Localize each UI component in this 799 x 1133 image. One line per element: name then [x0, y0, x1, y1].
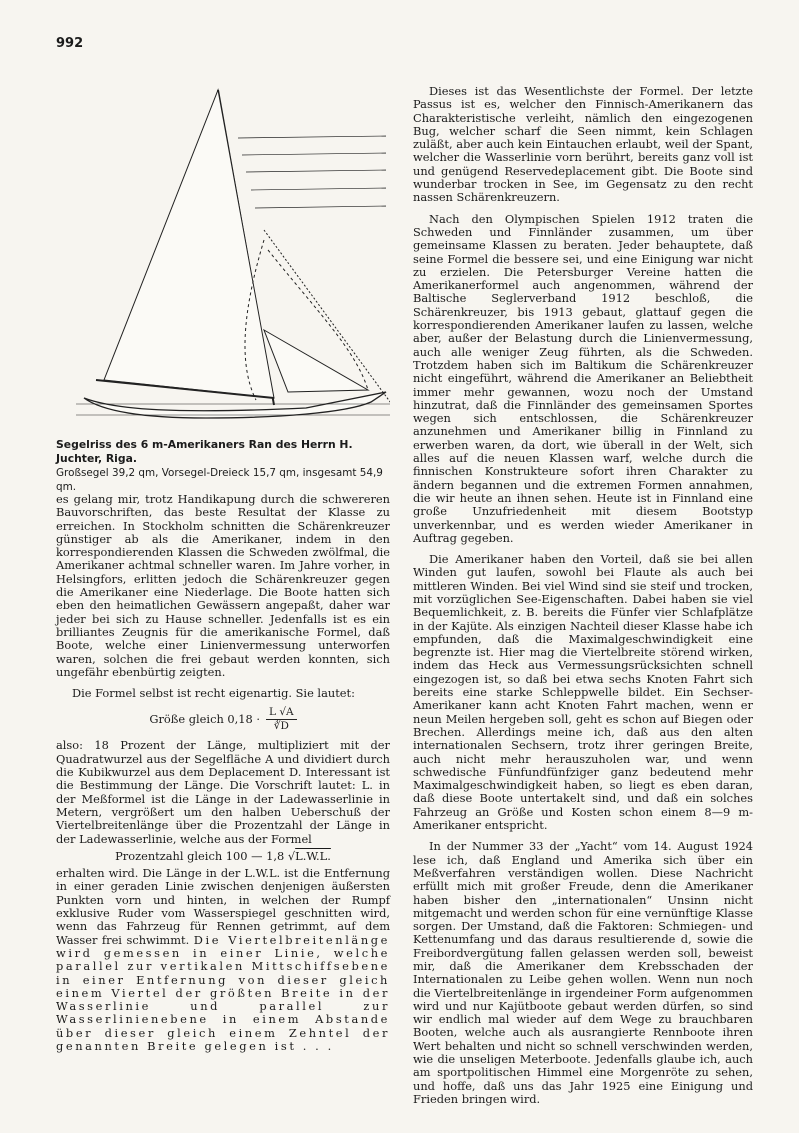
hull — [84, 392, 386, 418]
formula-size — [56, 706, 390, 733]
formula-radicand: L.W.L. — [295, 848, 331, 863]
formula-percent — [56, 850, 390, 863]
sail-plan-drawing — [56, 80, 390, 430]
paragraph: also: 18 Prozent der Länge, multipliziert mit der Quadratwurzel aus der Segelfläche A und dividiert durch die Kubikwurzel aus dem Deplacement D. Interessant ist die Bestimmung der Länge. Die Vorschrift lautet: L. in der Meßformel ist die Länge in der Ladewasserlinie in Metern, vergrößert um den halben Ueberschuß der Viertelbreitenlänge über die Prozentzahl der Länge in der Ladewasserlinie, welche aus der Formel — [56, 738, 390, 846]
paragraph-text: erhalten wird. Die Länge in der L.W.L. ist die Entfernung in einer geraden Linie zwischen denjenigen äußersten Punkten vorn und hinten, in welchen der Rumpf exklusive Ruder vom Wasserspiegel geschnitten wird, wenn das Fahrzeug für Rennen getrimmt, auf dem Wasser frei schwimmt. — [56, 866, 390, 947]
page-number: 992 — [56, 36, 84, 51]
paragraph: Die Formel selbst ist recht eigenartig. Sie lautet: — [72, 686, 355, 701]
caption-subtitle: Großsegel 39,2 qm, Vorsegel-Dreieck 15,7 qm, insgesamt 54,9 qm. — [56, 467, 383, 493]
sail-plan-figure — [56, 80, 390, 430]
paragraph: Dieses ist das Wesentlichste der Formel. Der letzte Passus ist es, welcher den Finnisch-Amerikanern das Charakteristische verleiht, nämlich den eingezogenen Bug, welcher scharf die Seen nimmt, kein Schlagen zuläßt, aber auch kein Eintauchen erlaubt, weil der Spant, welcher die Wasserlinie vorn berührt, bereits ganz voll ist und genügend Reservedeplacement gibt. Die Boote sind wunderbar trocken in See, im Gegensatz zu den recht nassen Schärenkreuzern. — [413, 84, 753, 205]
paragraph — [56, 867, 390, 1053]
jib — [264, 330, 368, 392]
spaced-paragraph-text: Die Viertelbreitenlänge wird gemessen in einer Linie, welche parallel zur vertikalen Mittschiffsebene in einer Entfernung von dieser gleich einem Viertel der größten Breite in der Wasserlinie und parallel zur Wasserlinienebene in einem Abstande über dieser gleich einem Zehntel der genannten Breite gelegen ist . . . — [56, 932, 390, 1053]
mainsail — [104, 90, 274, 398]
paragraph: Nach den Olympischen Spielen 1912 traten die Schweden und Finnländer zusammen, um über gemeinsame Klassen zu beraten. Jeder behauptete, daß seine Formel die bessere sei, und eine Einigung war nicht zu erzielen. Die Petersburger Vereine hatten die Amerikanerformel auch angenommen, während der Baltische Seglerverband 1912 beschloß, die Schärenkreuzer, bis 1913 gebaut, glattauf gegen die korrespondierenden Amerikaner laufen zu lassen, welche aber, außer der Belastung durch die Linienvermessung, auch alle weniger Zeug führten, als die Schweden. Trotzdem haben sich im Baltikum die Schärenkreuzer nicht eingeführt, während die Amerikaner an Beliebtheit immer mehr gewannen, wozu noch der Umstand hinzutrat, daß die Finnländer des gemeinsamen Sportes wegen sich entschlossen, die Schärenkreuzer anzunehmen und Amerikaner billig in Finnland zu erwerben waren, da dort, wie überall in der Welt, sich alles auf die neuen Klassen warf, welche durch die finnischen Konstrukteure sofort ihren Charakter zu ändern begannen und die extremen Formen annahmen, die wir heute an ihnen sehen. Heute ist in Finnland eine große Unzufriedenheit mit diesem Bootstyp unverkennbar, und es werden wieder Amerikaner in Auftrag gegeben. — [413, 211, 753, 545]
paragraph: es gelang mir, trotz Handikapung durch die schwereren Bauvorschriften, das beste Resultat der Klasse zu erreichen. In Stockholm schnitten die Schärenkreuzer günstiger ab als die Amerikaner, indem in den korrespondierenden Klassen die Schweden zwölfmal, die Amerikaner achtmal schneller waren. Im Jahre vorher, in Helsingfors, erlitten jedoch die Schärenkreuzer gegen die Amerikaner eine Niederlage. Die Boote hatten sich eben den heimatlichen Gewässern angepaßt, daher war jeder bei sich zu Hause schneller. Jedenfalls ist es ein brilliantes Zeugnis für die amerikanische Formel, daß Boote, welche einer Linienvermessung unterworfen waren, solchen die frei gebaut werden konnten, sich ungefähr ebenbürtig zeigten. — [56, 492, 390, 679]
left-column — [56, 493, 390, 1053]
formula-numerator: L √A — [266, 706, 297, 720]
caption-title: Segelriss des 6 m-Amerikaners Ran des Herrn H. Juchter, Riga. — [56, 438, 353, 465]
paragraph: Die Amerikaner haben den Vorteil, daß sie bei allen Winden gut laufen, sowohl bei Flaute als auch bei mittleren Winden. Bei viel Wind sind sie steif und trocken, mit vorzüglichen See-Eigenschaften. Dabei haben sie viel Bequemlichkeit, z. B. bereits die Fünfer vier Schlafplätze in der Kajüte. Als einzigen Nachteil dieser Klasse habe ich empfunden, daß die Maximalgeschwindigkeit eine begrenzte ist. Hier mag die Viertelbreite störend wirken, indem das Heck aus Vermessungsrücksichten schnell eingezogen ist, so daß bei etwa sechs Knoten Fahrt sich bereits eine starke Schleppwelle bildet. Ein Sechser-Amerikaner kann acht Knoten Fahrt machen, wenn er neun Meilen hergeben soll, geht es schon auf Biegen oder Brechen. Allerdings meine ich, daß aus den alten internationalen Sechsern, trotz ihrer geringen Breite, auch nicht mehr herauszuholen war, und wenn schwedische Fünfundfünfziger ganz bedeutend mehr Maximalgeschwindigkeit haben, so liegt es eben daran, daß diese Boote untertakelt sind, und daß ein solches Fahrzeug an Größe und Kosten schon einem 8—9 m-Amerikaner entspricht. — [413, 552, 753, 833]
formula-fraction — [266, 706, 297, 733]
right-column — [413, 85, 753, 1106]
figure-caption — [56, 438, 390, 494]
formula-denominator: ∛D — [273, 720, 289, 733]
formula-lhs: Prozentzahl gleich 100 — 1,8 √ — [115, 848, 296, 863]
paragraph: In der Nummer 33 der „Yacht“ vom 14. August 1924 lese ich, daß England und Amerika sich über ein Meßverfahren verständigen wollen. Diese Nachricht erfüllt mich mit großer Freude, denn die Amerikaner haben bisher den „internationalen“ Unsinn nicht mitgemacht und werden schon für eine vernünftige Klasse sorgen. Der Umstand, daß die Faktoren: Schmiegen- und Kettenumfang und das daraus resultierende d, sowie die Freibordvergütung fallen gelassen werden soll, beweist mir, daß die Amerikaner dem Krebsschaden der Internationalen zu Leibe gehen wollen. Wenn nun noch die Viertelbreitenlänge in irgendeiner Form aufgenommen wird und nur Kajütboote gebaut werden dürfen, so sind wir endlich mal wieder auf dem Wege zu brauchbaren Booten, welche auch als ausrangierte Rennboote ihren Wert behalten und nicht so schnell verschwinden werden, wie die unseligen Meterboote. Jedenfalls glaube ich, auch am sportpolitischen Himmel eine Morgenröte zu sehen, und hoffe, daß uns das Jahr 1925 eine Einigung und Frieden bringen wird. — [413, 839, 753, 1106]
formula-lhs: Größe gleich 0,18 · — [149, 712, 261, 727]
